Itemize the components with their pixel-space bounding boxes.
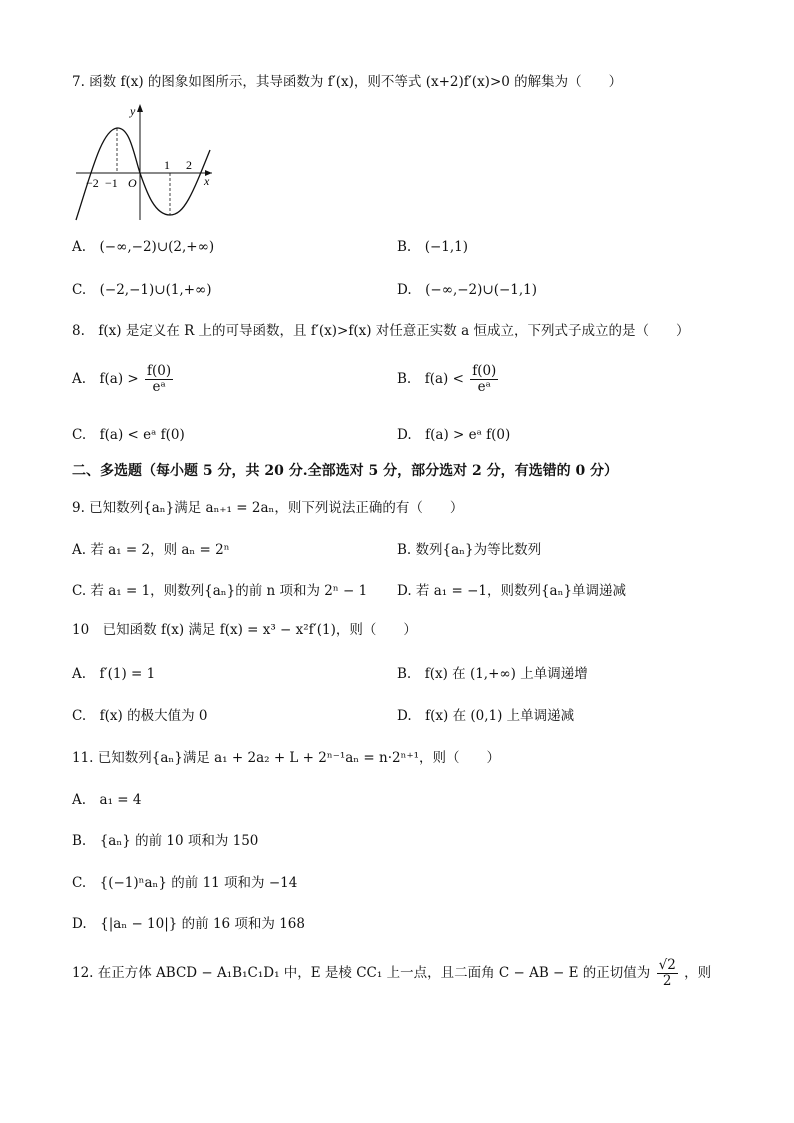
q8-option-a-numerator: f(0) xyxy=(147,363,172,379)
y-axis-label: y xyxy=(130,104,136,118)
q12-fraction-denominator: 2 xyxy=(662,972,672,989)
q9-option-a[interactable]: A. 若 a₁ = 2，则 aₙ = 2ⁿ xyxy=(72,542,230,558)
tick-label-2: 2 xyxy=(186,158,192,172)
q8-option-b-fraction xyxy=(470,364,498,395)
q11-option-b[interactable]: B. {aₙ} 的前 10 项和为 150 xyxy=(72,833,259,849)
q7-option-a[interactable]: A. (−∞,−2)∪(2,+∞) xyxy=(72,239,215,255)
q12-stem: 12. 在正方体 ABCD − A₁B₁C₁D₁ 中，E 是棱 CC₁ 上一点，且二面角 C − AB − E 的正切值为 xyxy=(72,964,651,981)
q8-option-b-prefix: B. f(a) < xyxy=(397,370,464,387)
q7-stem: 7. 函数 f(x) 的图象如图所示，其导函数为 f′(x)，则不等式 (x+2)f′(x)>0 的解集为（ ） xyxy=(72,74,623,90)
q9-option-c[interactable]: C. 若 a₁ = 1，则数列{aₙ}的前 n 项和为 2ⁿ − 1 xyxy=(72,583,368,599)
q7-option-b[interactable]: B. (−1,1) xyxy=(397,239,469,255)
q11-option-c[interactable]: C. {(−1)ⁿaₙ} 的前 11 项和为 −14 xyxy=(72,875,298,891)
q8-option-a-prefix: A. f(a) > xyxy=(72,370,139,387)
q7-function-graph xyxy=(72,100,222,225)
q7-option-c[interactable]: C. (−2,−1)∪(1,+∞) xyxy=(72,282,212,298)
q8-option-b-denominator: eᵃ xyxy=(477,378,491,395)
x-axis-label: x xyxy=(204,174,210,188)
function-curve xyxy=(76,128,210,220)
q11-option-a[interactable]: A. a₁ = 4 xyxy=(72,792,142,808)
q12-fraction-numerator: √2 xyxy=(658,957,676,973)
q8-option-d[interactable]: D. f(a) > eᵃ f(0) xyxy=(397,427,511,443)
q12-fraction xyxy=(657,958,678,989)
q8-option-c[interactable]: C. f(a) < eᵃ f(0) xyxy=(72,427,185,443)
q8-option-a-denominator: eᵃ xyxy=(152,378,166,395)
q9-option-d[interactable]: D. 若 a₁ = −1，则数列{aₙ}单调递减 xyxy=(397,583,627,599)
origin-label: O xyxy=(128,176,137,190)
q10-option-d[interactable]: D. f(x) 在 (0,1) 上单调递减 xyxy=(397,708,575,724)
y-axis-arrow-icon xyxy=(137,104,143,112)
q10-stem: 10 已知函数 f(x) 满足 f(x) = x³ − x²f′(1)，则（ ） xyxy=(72,622,417,638)
q11-stem: 11. 已知数列{aₙ}满足 a₁ + 2a₂ + L + 2ⁿ⁻¹aₙ = n·2ⁿ⁺¹，则（ ） xyxy=(72,750,500,766)
q11-option-d[interactable]: D. {|aₙ − 10|} 的前 16 项和为 168 xyxy=(72,916,305,932)
section-heading-multiple-choice: 二、多选题（每小题 5 分，共 20 分.全部选对 5 分，部分选对 2 分，有选错的 0 分） xyxy=(72,463,619,479)
tick-label-1: 1 xyxy=(164,158,170,172)
q12-stem-tail: ，则 xyxy=(684,964,712,981)
tick-label-neg1: −1 xyxy=(105,176,118,190)
q10-option-b[interactable]: B. f(x) 在 (1,+∞) 上单调递增 xyxy=(397,666,588,682)
q9-option-b[interactable]: B. 数列{aₙ}为等比数列 xyxy=(397,542,542,558)
q9-stem: 9. 已知数列{aₙ}满足 aₙ₊₁ = 2aₙ，则下列说法正确的有（ ） xyxy=(72,500,464,516)
q10-option-c[interactable]: C. f(x) 的极大值为 0 xyxy=(72,708,208,724)
q8-option-a[interactable] xyxy=(72,364,175,395)
q8-stem: 8. f(x) 是定义在 R 上的可导函数，且 f′(x)>f(x) 对任意正实数 a 恒成立，下列式子成立的是（ ） xyxy=(72,323,690,339)
q8-option-a-fraction xyxy=(145,364,173,395)
q8-option-b-numerator: f(0) xyxy=(472,363,497,379)
q10-option-a[interactable]: A. f′(1) = 1 xyxy=(72,666,156,682)
q7-option-d[interactable]: D. (−∞,−2)∪(−1,1) xyxy=(397,282,538,298)
q8-option-b[interactable] xyxy=(397,364,500,395)
tick-label-neg2: −2 xyxy=(86,176,99,190)
q12-stem-line xyxy=(72,958,711,989)
